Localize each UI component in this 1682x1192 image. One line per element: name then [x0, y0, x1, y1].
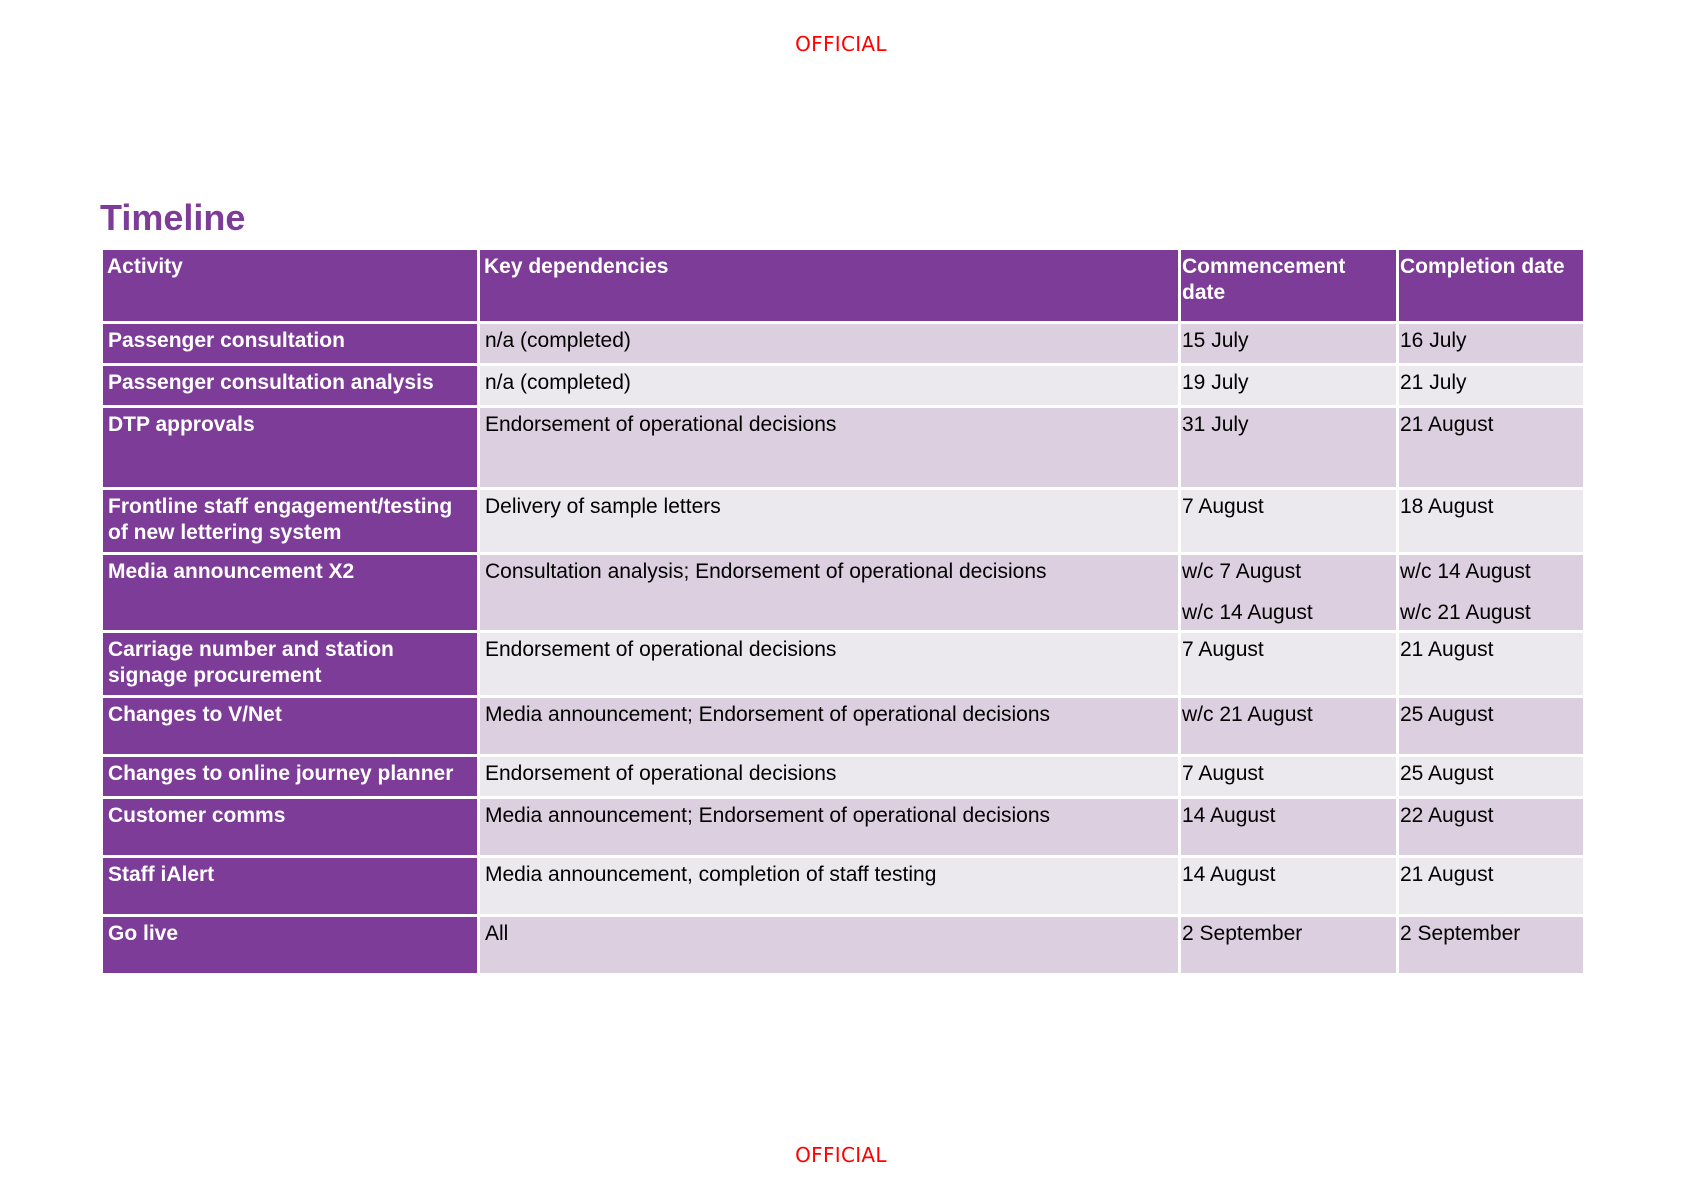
commencement-date-cell [1180, 916, 1398, 975]
completion-date-cell [1398, 554, 1585, 632]
dependencies-cell: All [479, 916, 1180, 975]
commencement-date-text: 7 August [1182, 495, 1264, 518]
table-row [102, 632, 1585, 697]
completion-date-text: 16 July [1400, 329, 1467, 352]
commencement-date-cell [1180, 756, 1398, 798]
completion-date-cell [1398, 916, 1585, 975]
commencement-date-cell [1180, 798, 1398, 857]
completion-date-cell [1398, 365, 1585, 407]
commencement-date-text: 19 July [1182, 371, 1249, 394]
commencement-date-text: w/c 14 August [1182, 601, 1313, 624]
table-row [102, 756, 1585, 798]
dependencies-cell: Endorsement of operational decisions [479, 632, 1180, 697]
activity-cell: Customer comms [102, 798, 479, 857]
table-body [102, 323, 1585, 975]
completion-date-text: 25 August [1400, 762, 1494, 785]
classification-marking-top: OFFICIAL [795, 32, 887, 56]
commencement-date-text: 31 July [1182, 413, 1249, 436]
activity-cell: Go live [102, 916, 479, 975]
completion-date-text: 21 August [1400, 863, 1494, 886]
activity-cell: Staff iAlert [102, 857, 479, 916]
dependencies-cell: Endorsement of operational decisions [479, 756, 1180, 798]
activity-cell: Media announcement X2 [102, 554, 479, 632]
header-key-dependencies: Key dependencies [479, 249, 1180, 323]
completion-date-cell [1398, 756, 1585, 798]
commencement-date-text: w/c 7 August [1182, 560, 1302, 583]
completion-date-cell [1398, 857, 1585, 916]
commencement-date-text: 2 September [1182, 922, 1303, 945]
activity-cell: Passenger consultation [102, 323, 479, 365]
header-commencement-date: Commencement date [1180, 249, 1398, 323]
completion-date-text: 21 August [1400, 638, 1494, 661]
table-row [102, 857, 1585, 916]
commencement-date-cell [1180, 857, 1398, 916]
header-row [102, 249, 1585, 323]
classification-marking-bottom: OFFICIAL [795, 1143, 887, 1167]
dependencies-cell: n/a (completed) [479, 323, 1180, 365]
completion-date-cell [1398, 632, 1585, 697]
commencement-date-text: 7 August [1182, 762, 1264, 785]
table-row [102, 554, 1585, 632]
commencement-date-text: 7 August [1182, 638, 1264, 661]
commencement-date-text: w/c 21 August [1182, 703, 1313, 726]
table-row [102, 916, 1585, 975]
completion-date-cell [1398, 407, 1585, 489]
commencement-date-text: 15 July [1182, 329, 1249, 352]
completion-date-text: 2 September [1400, 922, 1521, 945]
page-title: Timeline [100, 197, 246, 238]
table-row [102, 798, 1585, 857]
header-completion-date: Completion date [1398, 249, 1585, 323]
completion-date-text: 21 July [1400, 371, 1467, 394]
table-row [102, 407, 1585, 489]
commencement-date-text: 14 August [1182, 863, 1276, 886]
activity-cell: Changes to V/Net [102, 697, 479, 756]
activity-cell: Frontline staff engagement/testing of new lettering system [102, 489, 479, 554]
commencement-date-text: 14 August [1182, 804, 1276, 827]
completion-date-text: 21 August [1400, 413, 1494, 436]
commencement-date-cell [1180, 407, 1398, 489]
completion-date-text: 25 August [1400, 703, 1494, 726]
table-row [102, 697, 1585, 756]
commencement-date-cell [1180, 697, 1398, 756]
dependencies-cell: Delivery of sample letters [479, 489, 1180, 554]
activity-cell: Changes to online journey planner [102, 756, 479, 798]
completion-date-cell [1398, 489, 1585, 554]
dependencies-cell: Endorsement of operational decisions [479, 407, 1180, 489]
timeline-table [100, 247, 1586, 976]
dependencies-cell: Media announcement, completion of staff testing [479, 857, 1180, 916]
commencement-date-cell [1180, 489, 1398, 554]
completion-date-text: 22 August [1400, 804, 1494, 827]
completion-date-cell [1398, 798, 1585, 857]
completion-date-cell [1398, 697, 1585, 756]
commencement-date-cell [1180, 323, 1398, 365]
dependencies-cell: Consultation analysis; Endorsement of operational decisions [479, 554, 1180, 632]
commencement-date-cell [1180, 365, 1398, 407]
activity-cell: Passenger consultation analysis [102, 365, 479, 407]
completion-date-text: w/c 14 August [1400, 560, 1531, 583]
table-row [102, 489, 1585, 554]
table-row [102, 365, 1585, 407]
table-header [102, 249, 1585, 323]
activity-cell: DTP approvals [102, 407, 479, 489]
dependencies-cell: n/a (completed) [479, 365, 1180, 407]
dependencies-cell: Media announcement; Endorsement of operational decisions [479, 697, 1180, 756]
activity-cell: Carriage number and station signage procurement [102, 632, 479, 697]
table-row [102, 323, 1585, 365]
commencement-date-cell [1180, 632, 1398, 697]
completion-date-text: 18 August [1400, 495, 1494, 518]
commencement-date-cell [1180, 554, 1398, 632]
dependencies-cell: Media announcement; Endorsement of operational decisions [479, 798, 1180, 857]
header-activity: Activity [102, 249, 479, 323]
completion-date-cell [1398, 323, 1585, 365]
completion-date-text: w/c 21 August [1400, 601, 1531, 624]
